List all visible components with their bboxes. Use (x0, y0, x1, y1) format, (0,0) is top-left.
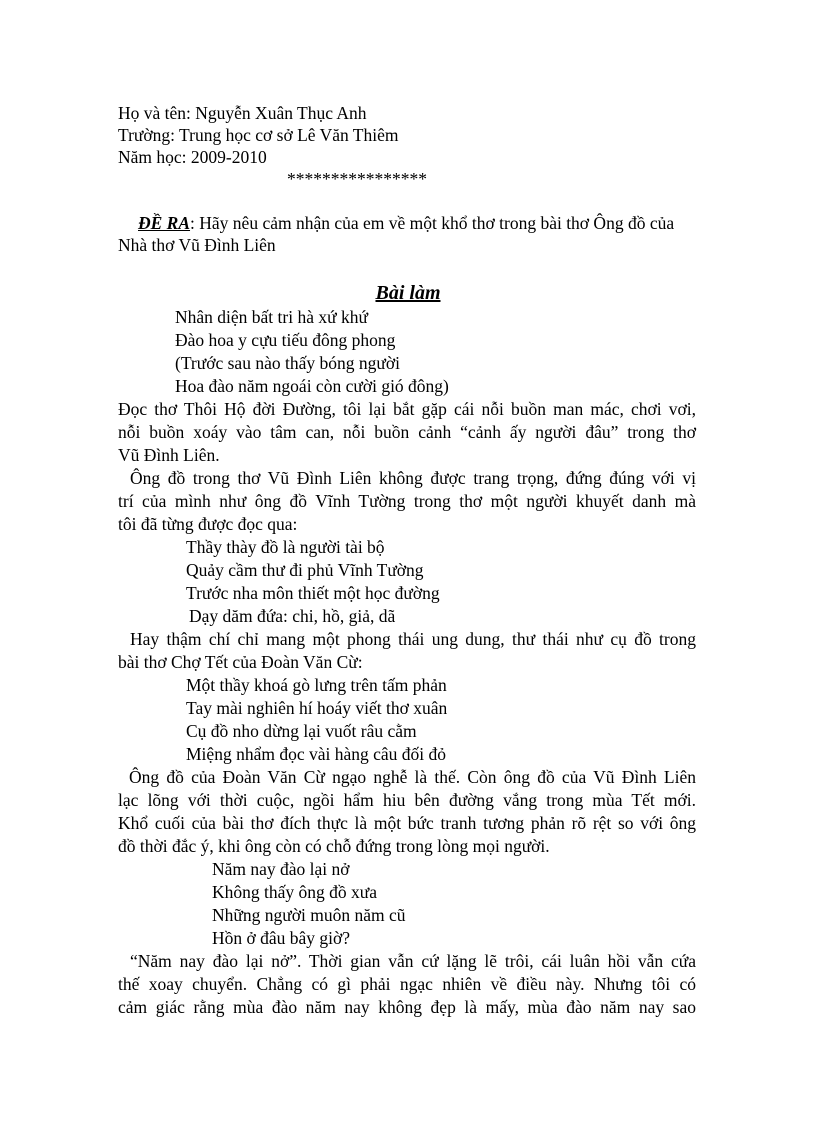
poem3-line: Cụ đồ nho dừng lại vuốt râu cằm (186, 721, 417, 741)
prompt-line-2: Nhà thơ Vũ Đình Liên (118, 235, 276, 255)
poem1-line: (Trước sau nào thấy bóng người (175, 353, 400, 373)
poem2-line: Quảy cầm thư đi phủ Vĩnh Tường (186, 560, 424, 580)
prompt-label: ĐỀ RA (138, 213, 191, 233)
poem2-line: Dạy dăm đứa: chi, hồ, giả, dã (189, 606, 396, 626)
prompt-line-1 (138, 212, 674, 234)
essay-title: Bài làm (375, 282, 441, 304)
para2-line: trí của mình như ông đồ Vĩnh Tường trong thơ một người khuyết danh mà (118, 491, 696, 511)
poem4-line: Năm nay đào lại nở (212, 859, 350, 879)
poem3-line: Tay mài nghiên hí hoáy viết thơ xuân (186, 698, 448, 718)
para3-line: bài thơ Chợ Tết của Đoàn Văn Cừ: (118, 652, 363, 672)
student-name: Họ và tên: Nguyễn Xuân Thục Anh (118, 103, 367, 123)
poem4-line: Không thấy ông đồ xưa (212, 882, 378, 902)
para1-line: Đọc thơ Thôi Hộ đời Đường, tôi lại bắt gặp cái nỗi buồn man mác, chơi vơi, (118, 399, 696, 419)
poem3-line: Một thầy khoá gò lưng trên tấm phản (186, 675, 447, 695)
para4-line: Khổ cuối của bài thơ đích thực là một bức tranh tương phản rõ rệt so với ông (118, 813, 696, 833)
poem2-line: Trước nha môn thiết một học đường (186, 583, 440, 603)
para1-line: Vũ Đình Liên. (118, 445, 220, 465)
poem1-line: Đào hoa y cựu tiếu đông phong (175, 330, 396, 350)
poem4-line: Hồn ở đâu bây giờ? (212, 928, 351, 948)
poem1-line: Nhân diện bất tri hà xứ khứ (175, 307, 368, 327)
para4-line: đồ thời đắc ý, khi ông còn có chỗ đứng trong lòng mọi người. (118, 836, 550, 856)
star-divider: **************** (287, 169, 427, 189)
school-name: Trường: Trung học cơ sở Lê Văn Thiêm (118, 125, 399, 145)
prompt-text: : Hãy nêu cảm nhận của em về một khổ thơ trong bài thơ Ông đồ của (190, 213, 675, 233)
school-year: Năm học: 2009-2010 (118, 147, 267, 167)
poem1-line: Hoa đào năm ngoái còn cười gió đông) (175, 376, 449, 396)
para5-line: cảm giác rằng mùa đào năm nay không đẹp là mấy, mùa đào năm nay sao (118, 997, 696, 1017)
para5-line: “Năm nay đào lại nở”. Thời gian vẫn cứ lặng lẽ trôi, cái luân hồi vẫn cứa (130, 951, 696, 971)
para3-line: Hay thậm chí chỉ mang một phong thái ung dung, thư thái như cụ đồ trong (130, 629, 696, 649)
para5-line: thế xoay chuyển. Chẳng có gì phải ngạc nhiên về điều này. Nhưng tôi có (118, 974, 696, 994)
poem3-line: Miệng nhẩm đọc vài hàng câu đối đỏ (186, 744, 447, 764)
poem2-line: Thầy thày đồ là người tài bộ (186, 537, 385, 557)
para4-line: Ông đồ của Đoàn Văn Cừ ngạo nghễ là thế. Còn ông đồ của Vũ Đình Liên (129, 767, 696, 787)
para1-line: nỗi buồn xoáy vào tâm can, nỗi buồn cảnh “cảnh ấy người đâu” trong thơ (118, 422, 696, 442)
poem4-line: Những người muôn năm cũ (212, 905, 406, 925)
para4-line: lạc lõng với thời cuộc, ngồi hẩm hiu bên đường vắng trong mùa Tết mới. (118, 790, 696, 810)
para2-line: Ông đồ trong thơ Vũ Đình Liên không được trang trọng, đứng đúng với vị (130, 468, 696, 488)
para2-line: tôi đã từng được đọc qua: (118, 514, 298, 534)
